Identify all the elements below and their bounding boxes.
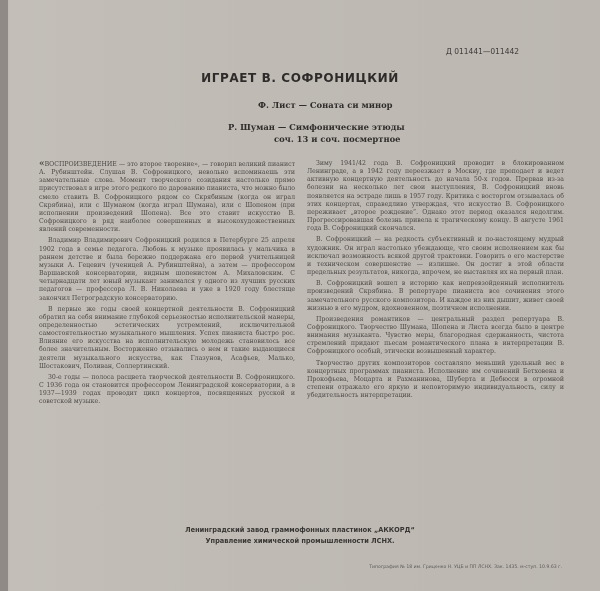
sleeve-spine-edge (0, 0, 8, 591)
paragraph: 30-е годы — полоса расцвета творческой деятельности В. Софроницкого. С 1936 года он становится профессором Ленинградской консерватории, а в 1937—1939 годах проводит цикл концертов, посвященных русской и советской музыке. (39, 373, 295, 406)
page-title: ИГРАЕТ В. СОФРОНИЦКИЙ (201, 71, 399, 85)
work-schumann-opus: соч. 13 и соч. посмертное (274, 134, 401, 144)
right-text-column (307, 160, 564, 403)
publisher-department: Управление химической промышленности ЛСНХ. (205, 537, 395, 545)
paragraph: В первые же годы своей концертной деятельности В. Софроницкий обратил на себя внимание глубокой серьезностью исполнительской манеры, определенностью эстетических устремлений, исключительной самостоятельностью музыкального мышления. Успех пианиста быстро рос. Влияние его искусства на исполнительскую молодежь становилось все более значительным. Восторженно отзывались о нем и такие выдающиеся деятели музыкального искусства, как Глазунов, Асафьев, Малько, Шостакович, Поливан, Соллертинский. (39, 305, 295, 370)
print-imprint: Типография № 18 им. Гриценко Н. УЦБ и ПП ЛСНХ. Зак. 1435. м-ступ. 10.9.63 г. (369, 565, 562, 570)
catalog-number: Д 011441—011442 (446, 47, 520, 56)
publisher-line: Ленинградский завод граммофонных пластинок „АККОРД“ (185, 526, 415, 534)
work-liszt: Ф. Лист — Соната си минор (258, 100, 393, 110)
paragraph-text: ВОСПРОИЗВЕДЕНИЕ — это второе творение», — говорил великий пианист А. Рубинштейн. Слушая В. Софроницкого, невольно вспоминаешь эти замечательные слова. Момент творческого созидания настолько прямо присутствовал в игре этого редкого по дарованию пианиста, что можно было смело ставить В. Софроницкого рядом со Скрябиным (когда он играл Скрябина), или с Шуманом (когда играл Шумана), или с Шопеном (при исполнении произведений Шопена). Все это ставит искусство В. Софроницкого в ряд наиболее совершенных и высокохудожественных явлений современности. (39, 161, 295, 234)
work-schumann: Р. Шуман — Симфонические этюды (228, 122, 405, 132)
paragraph: Зиму 1941/42 года В. Софроницкий проводит в блокированном Ленинграде, а в 1942 году переезжает в Москву, где преподает и ведет активную концертную деятельность до начала 50-х годов. Прервав из-за болезни на несколько лет свои выступления, В. Софроницкий вновь появляется на эстраде лишь в 1957 году. Критика с восторгом отзывалась об этих концертах, справедливо утверждая, что искусство В. Софроницкого переживает „второе рождение“. Однако этот период оказался недолгим. Прогрессировавшая болезнь привела к трагическому концу. В августе 1961 года В. Софроницкий скончался. (307, 160, 564, 233)
paragraph: В. Софроницкий вошел в историю как непревзойденный исполнитель произведений Скрябина. В репертуаре пианиста все сочинения этого замечательного русского композитора. И каждое из них дышит, живет своей жизнью в его мудром, вдохновенном, поэтичном исполнении. (307, 280, 564, 312)
paragraph: Творчество других композиторов составляло меньший удельный вес в концертных программах пианиста. Исполнение им сочинений Бетховена и Прокофьева, Моцарта и Рахманинова, Шуберта и Дебюсси в огромной степени отражало его яркую и неповторимую индивидуальность, силу и убедительность интерпретации. (307, 359, 564, 400)
opening-quote: « (39, 159, 45, 169)
left-text-column (39, 160, 295, 410)
paragraph: Произведения романтиков — центральный раздел репертуара В. Софроницкого. Творчество Шумана, Шопена и Листа всегда было в центре внимания музыканта. Чувство меры, благородная сдержанность, чистота стремлений придают пьесам романтического плана в интерпретации В. Софроницкого особый, этически возвышенный характер. (307, 315, 564, 356)
paragraph: В. Софроницкий — на редкость субъективный и по-настоящему мудрый художник. Он играл настолько убеждающе, что своим исполнением как бы исключал возможность всякой другой трактовки. Говорить о его мастерстве и техническом совершенстве — излишне. Он достиг в этой области предельных результатов, никогда, впрочем, не выставляя их на первый план. (307, 236, 564, 277)
paragraph: Владимир Владимирович Софроницкий родился в Петербурге 25 апреля 1902 года в семье педагога. Любовь к музыке проявилась у мальчика в раннем детстве и была бережно поддержана его первой учительницей музыки А. Гецевич (ученицей А. Рубинштейна), а затем — профессором Варшавской консерватории, видным шопенистом А. Михаловским. С четырнадцати лет юный музыкант занимался у одного из лучших русских педагогов — профессора Л. В. Николаева и уже в 1920 году блестяще закончил Петроградскую консерваторию. (39, 237, 295, 302)
paragraph (39, 160, 295, 234)
